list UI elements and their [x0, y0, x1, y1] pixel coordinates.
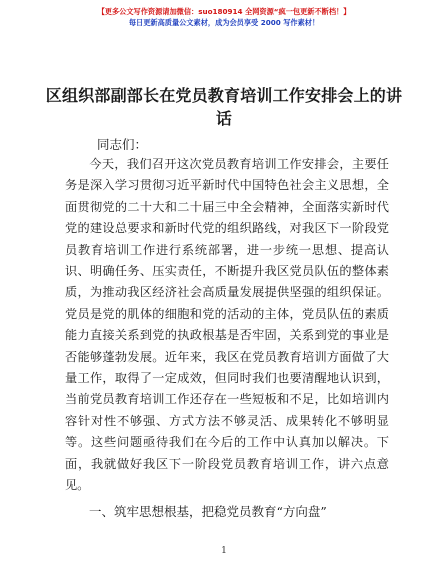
page-number: 1 — [221, 546, 227, 556]
promo-banner-line-1: 【更多公文写作资源请加微信：suo180914 全网资源“疯一包更新不断档！】 — [97, 7, 351, 16]
promo-banner — [0, 6, 448, 28]
greeting: 同志们： — [97, 137, 148, 152]
section-heading-1: 一、筑牢思想根基，把稳党员教育“方向盘” — [89, 504, 327, 519]
document-title: 区组织部副部长在党员教育培训工作安排会上的讲话 — [45, 86, 403, 128]
body-paragraph: 今天，我们召开这次党员教育培训工作安排会，主要任务是深入学习贯彻习近平新时代中国特色社会主义思想，全面贯彻党的二十大和二十届三中全会精神，全面落实新时代党的建设总要求和新时代党的组织路线，对我区下一阶段党员教育培训工作进行系统部署，进一步统一思想、提高认识、明确任务、压实责任，不断提升我区党员队伍的整体素质，为推动我区经济社会高质量发展提供坚强的组织保证。党员是党的肌体的细胞和党的活动的主体，党员队伍的素质能力直接关系到党的执政根基是否牢固，关系到党的事业是否能够蓬勃发展。近年来，我区在党员教育培训方面做了大量工作，取得了一定成效，但同时我们也要清醒地认识到，当前党员教育培训工作还存在一些短板和不足，比如培训内容针对性不够强、方式方法不够灵活、成果转化不够明显等。这些问题亟待我们在今后的工作中认真加以解决。下面，我就做好我区下一阶段党员教育培训工作，讲六点意见。 — [65, 157, 389, 493]
promo-banner-line-2: 每日更新高质量公文素材，成为会员享受 2000 写作素材！ — [128, 18, 320, 27]
